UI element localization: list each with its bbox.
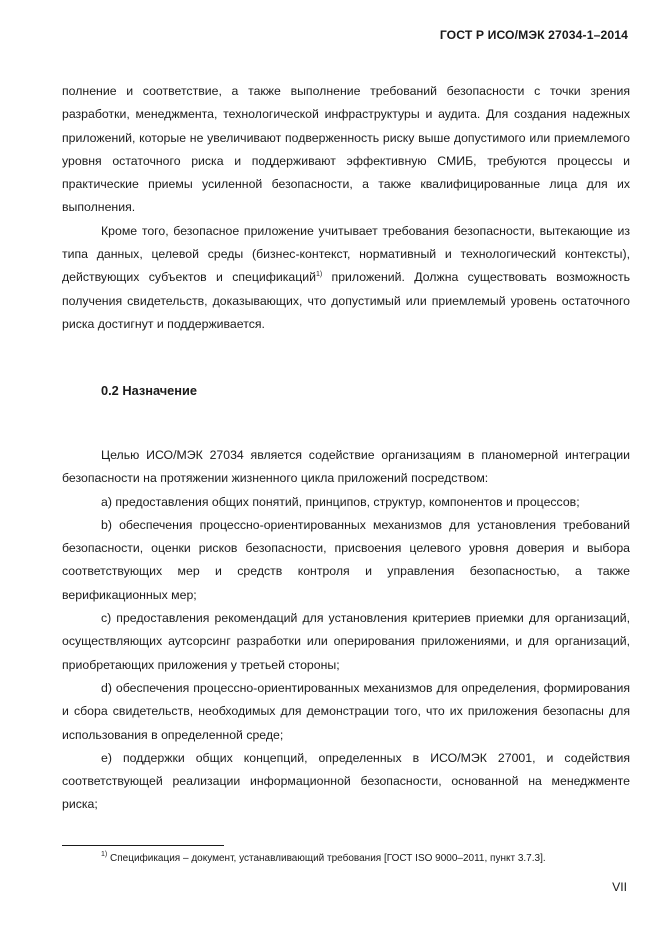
intro-text-block (62, 80, 630, 336)
intro-paragraph-2 (62, 220, 630, 336)
list-item-c: c) предоставления рекомендаций для установления критериев приемки для организаций, осуществляющих аутсорсинг разработки или оперирования приложениями, и для организаций, приобретающих приложения у третьей стороны; (62, 611, 630, 672)
section-heading: 0.2 Назначение (101, 383, 198, 398)
intro-paragraph-2-text-a: Кроме того, безопасное приложение учитывает требования безопасности, вытекающие из типа данных, целевой среды (бизнес-контекст, нормативный и технологический контексты), действующих субъектов и спецификаций (62, 223, 630, 285)
page-number: VII (612, 880, 627, 894)
list-item-e: e) поддержки общих концепций, определенных в ИСО/МЭК 27001, и содействия соответствующей реализации информационной безопасности, основанной на менеджменте риска; (62, 750, 630, 812)
list-item-d: d) обеспечения процессно-ориентированных механизмов для определения, формирования и сбора свидетельств, необходимых для демонстрации того, что их приложения безопасны для использования в определенной среде; (62, 680, 630, 742)
footnote-separator (62, 845, 224, 846)
section-lead-paragraph: Целью ИСО/МЭК 27034 является содействие организациям в планомерной интеграции безопасности на протяжении жизненного цикла приложений посредством: (62, 448, 630, 486)
footnote (101, 852, 546, 866)
footnote-marker: 1) (101, 851, 108, 858)
intro-paragraph-2-text-b: приложений. Должна существовать возможность получения свидетельств, доказывающих, что допустимый или приемлемый уровень остаточного риска достигнут и поддерживается. (62, 270, 630, 331)
footnote-text: Спецификация – документ, устанавливающий требования [ГОСТ ISO 9000–2011, пункт 3.7.3]. (107, 853, 546, 864)
document-header: ГОСТ Р ИСО/МЭК 27034-1–2014 (439, 28, 628, 42)
intro-paragraph-continued: полнение и соответствие, а также выполнение требований безопасности с точки зрения разработки, менеджмента, технологической инфраструктуры и аудита. Для создания надежных приложений, которые не увеличивают подверженность риску выше допустимого или приемлемого уровня остаточного риска и поддерживают эффективную СМИБ, требуются процессы и практические приемы усиленной безопасности, а также квалифицированные лица для их выполнения. (62, 84, 630, 215)
list-item-a: a) предоставления общих понятий, принципов, структур, компонентов и процессов; (101, 494, 580, 509)
list-item-b: b) обеспечения процессно-ориентированных механизмов для установления требований безопасности, оценки рисков безопасности, присвоения целевого уровня доверия и выбора соответствующих мер и средств контроля и управления безопасностью, а также верификационных мер; (62, 517, 630, 602)
section-text-block (62, 444, 630, 817)
footnote-reference: 1) (316, 271, 323, 279)
